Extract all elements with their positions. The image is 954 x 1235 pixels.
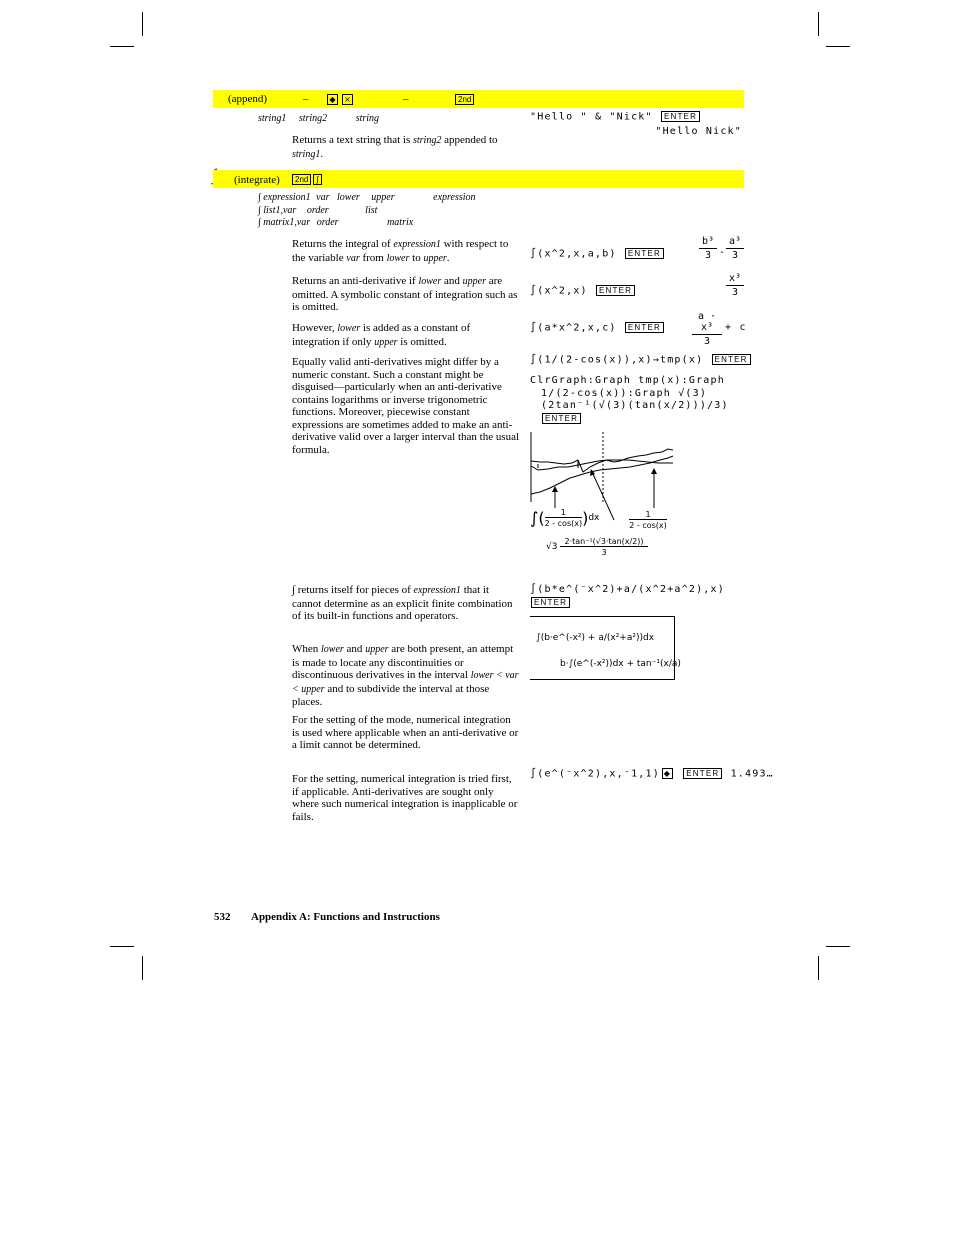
crop-mark (142, 956, 143, 980)
example-6-input: ∫(b*e^(⁻x^2)+a/(x^2+a^2),x) (530, 584, 725, 595)
text-run: are both present, an attempt is made to locate any discontinuities or discontinuous derivatives in the interval (292, 643, 514, 681)
example-5-line-3: (2tan⁻¹(√(3)(tan(x/2)))/3) (541, 400, 729, 411)
text-run: are omitted. A symbolic constant of integration such as is omitted. (292, 275, 518, 313)
crop-mark (818, 956, 819, 980)
text-run: lower (386, 252, 410, 264)
integrate-title: (integrate) (234, 174, 280, 186)
example-5-key (541, 413, 582, 425)
example-2-input: ∫(x^2,x) ENTER (530, 285, 636, 297)
text-run: Returns the integral of (292, 238, 394, 250)
enter-key-icon: ENTER (661, 111, 700, 122)
text-run: However, (292, 322, 338, 334)
enter-key-icon: ENTER (531, 597, 570, 608)
enter-key-icon: ENTER (542, 413, 581, 424)
append-title: (append) (228, 93, 268, 105)
text-run: to (409, 251, 424, 264)
append-example-input: "Hello " & "Nick" ENTER (530, 111, 701, 123)
append-syntax: string1 string2 string (258, 113, 380, 124)
graph-label-integral: $\int(\frac{1}{2 - \cos(x)})dx$ (530, 508, 600, 528)
integrate-header-band (213, 170, 744, 188)
append-example-output: "Hello Nick" (655, 126, 742, 137)
times-key-icon: × (342, 94, 353, 105)
crop-mark (142, 12, 143, 36)
integrate-syntax-2: ∫ list1,var order list (258, 205, 378, 216)
text-run: lower (418, 276, 442, 287)
integrate-paragraph-3 (292, 322, 520, 349)
text-run: upper (365, 644, 389, 655)
example-1-output-frac2: a³ 3 (726, 236, 744, 261)
integrate-paragraph-7 (292, 714, 520, 752)
integrate-keys (291, 173, 323, 185)
example-4-input: ∫(1/(2-cos(x)),x)→tmp(x) ENTER (530, 354, 752, 366)
crop-mark (110, 46, 134, 47)
text-run: For the setting, numerical integration is tried first, if applicable. Anti-derivatives are sought only where such numerical integration is inapplicable or fails. (292, 773, 518, 823)
integrate-syntax-1: ∫ expression1 var lower upper expression (258, 192, 476, 203)
result-screen-line-1: ∫(b·e^(-x²) + a/(x²+a²))dx (536, 633, 655, 643)
diamond-key-icon: ◆ (327, 94, 338, 105)
graph-label-formula: $√3 \frac{\text{2·tan⁻¹(√3·tan(x/2))}}{3}$ (546, 537, 648, 557)
append-header-band (213, 90, 744, 108)
text-run: string2 (412, 135, 442, 146)
append-2nd-key (454, 93, 475, 105)
example-6-key (530, 597, 571, 609)
text-run: and to subdivide the interval at those places. (292, 682, 490, 708)
text-run: string1 (292, 148, 321, 160)
text-run: and (343, 643, 366, 655)
enter-key-icon: ENTER (683, 768, 722, 779)
enter-key-icon: ENTER (625, 248, 664, 259)
example-2-output-frac: x³ 3 (726, 273, 744, 298)
text-run: Equally valid anti-derivatives might differ by a numeric constant. Such a constant might be disguised—particularly when an anti-derivative contains logarithms or inverse trigonometric functions. Moreover, piecewise constant expressions are sometimes added to make an anti-derivative valid over a larger interval than the usual formula. (292, 356, 520, 456)
diamond-key-icon: ◆ (663, 769, 672, 778)
append-keys (325, 93, 355, 105)
text-run: . (446, 251, 450, 264)
integral-key-icon: ∫ (313, 174, 321, 185)
result-screen (530, 616, 681, 680)
append-description (292, 134, 520, 161)
page-number: 532 (214, 911, 231, 923)
example-1-output-op: - (719, 247, 727, 258)
integrate-paragraph-1 (292, 238, 520, 265)
text-run: When (292, 643, 322, 655)
crop-mark (818, 12, 819, 36)
integrate-syntax-3: ∫ matrix1,var order matrix (258, 217, 414, 228)
text-run: var (346, 252, 360, 264)
append-dash: – (403, 93, 409, 105)
text-run: lower (321, 644, 344, 655)
crop-mark (110, 946, 134, 947)
text-run: upper (423, 252, 447, 264)
text-run: Returns an anti-derivative if (292, 275, 419, 287)
text-run: lower < var < upper (292, 670, 519, 695)
example-3-output-frac: a · x³ 3 (692, 311, 722, 347)
text-run: expression1 (393, 239, 441, 250)
text-run: upper (374, 336, 398, 348)
example-7-output: 1.493… (730, 768, 774, 780)
text-run: is omitted. (397, 335, 447, 348)
example-3-input: ∫(a*x^2,x,c) ENTER (530, 322, 665, 334)
integrate-paragraph-2 (292, 275, 520, 314)
page-footer-title: Appendix A: Functions and Instructions (251, 911, 440, 923)
enter-key-icon: ENTER (712, 354, 751, 365)
example-1-output-frac1: b³ 3 (699, 236, 717, 261)
integrate-paragraph-5 (292, 584, 520, 623)
text-run: appended to (441, 134, 498, 146)
example-5-line-1: ClrGraph:Graph tmp(x):Graph (530, 375, 725, 386)
text-run: from (359, 251, 387, 264)
crop-mark (826, 46, 850, 47)
example-5-line-2: 1/(2-cos(x)):Graph √(3) (541, 388, 708, 399)
integrate-paragraph-6 (292, 643, 520, 709)
text-run: ∫ returns itself for pieces of (292, 584, 414, 596)
crop-mark (826, 946, 850, 947)
example-7-input: ∫(e^(⁻x^2),x,⁻1,1) ◆ ENTER 1.493… (530, 768, 774, 780)
text-run: that it cannot determine as an explicit finite combination of its built-in functions and operators. (292, 584, 513, 622)
integrate-paragraph-8 (292, 773, 520, 823)
text-run: lower (337, 323, 361, 334)
enter-key-icon: ENTER (625, 322, 664, 333)
text-run: with respect to the variable (292, 238, 509, 264)
text-run: . (320, 147, 324, 160)
text-run: upper (462, 276, 486, 287)
example-3-output-tail: + c (725, 322, 747, 333)
text-run: expression1 (413, 585, 461, 596)
text-run: and (441, 275, 463, 287)
text-run: For the setting of the mode, numerical integration is used where applicable when an anti-derivative or a limit cannot be determined. (292, 714, 519, 751)
graph-label-integrand: 1 2 - cos(x) (629, 510, 667, 530)
text-run: is added as a constant of integration if only (292, 322, 471, 348)
integrate-paragraph-4 (292, 356, 520, 456)
second-key-icon: 2nd (292, 174, 311, 185)
example-1-input: ∫(x^2,x,a,b) ENTER (530, 248, 665, 260)
enter-key-icon: ENTER (596, 285, 635, 296)
second-key-icon: 2nd (455, 94, 474, 105)
text-run: Returns a text string that is (292, 134, 413, 146)
append-dash: – (303, 93, 309, 105)
result-screen-line-2: b·∫(e^(-x²))dx + tan⁻¹(x/a) (560, 659, 681, 669)
